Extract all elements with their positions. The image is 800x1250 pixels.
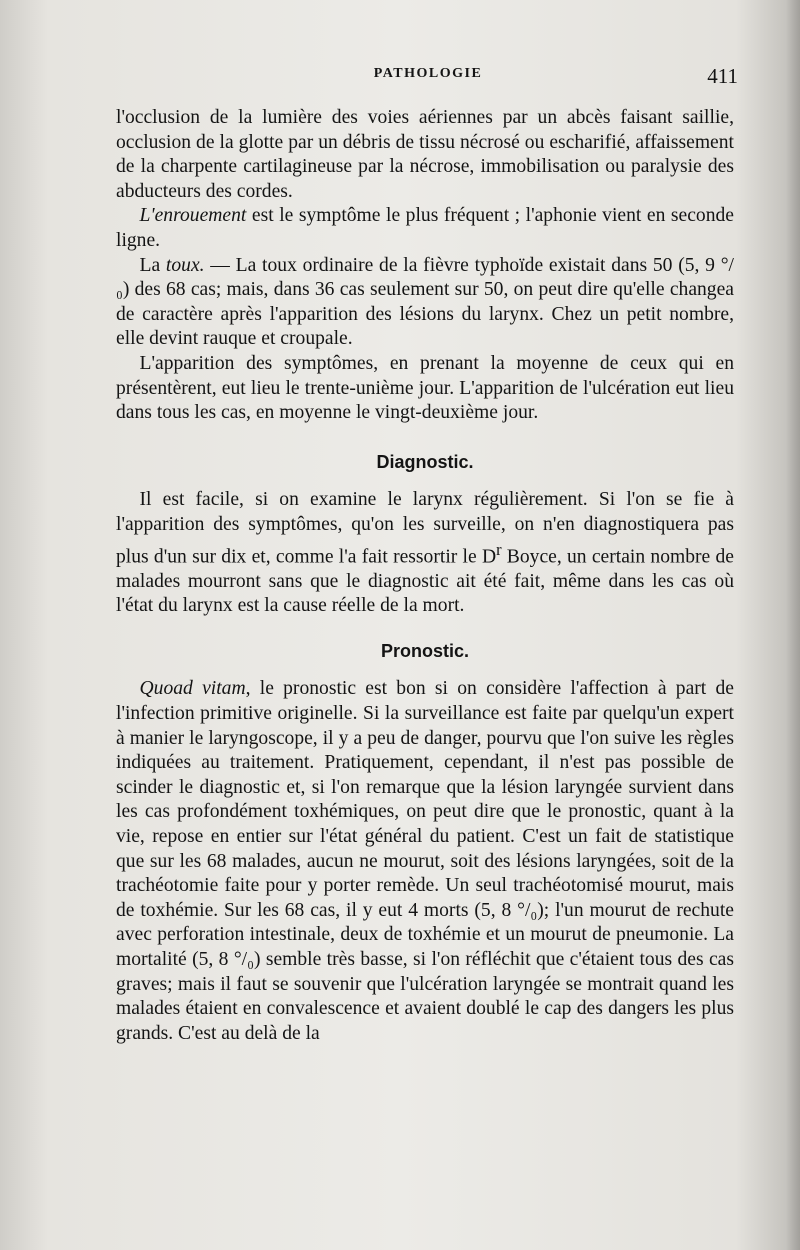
paragraph-toux	[116, 254, 734, 352]
scan-edge-shadow	[786, 0, 800, 1250]
term-toux: toux.	[165, 254, 205, 276]
paragraph-occlusion: l'occlusion de la lumière des voies aériennes par un abcès faisant saillie, occlusion de la glotte par un débris de tissu nécrosé ou escharifié, affaissement de la charpente cartilagineuse par la nécrose, immobilisation ou paralysie des abducteurs des cordes.	[116, 107, 734, 202]
superscript-r: r	[496, 539, 502, 559]
page-header	[118, 64, 738, 94]
paragraph-toux-lead: La	[139, 254, 166, 276]
paragraph-enrouement-text: est le symptôme le plus fréquent ; l'aphonie vient en seconde ligne.	[116, 205, 734, 251]
paragraph-pronostic-text: , le pronostic est bon si on considère l'affection à part de l'infection primitive originelle. Si la surveillance est faite par quelqu'un expert à manier le laryngoscope, il y a peu de danger, pourvu que l'on suive les règles indiquées au traitement. Pratiquement, cependant, il n'est pas possible de scinder le diagnostic et, si l'on remarque que la lésion laryngée survient dans les cas profondément toxhémiques, on peut dire que le pronostic, quant à la vie, repose en entier sur l'état général du patient. C'est un fait de statistique que sur les 68 malades, aucun ne mourut, soit des lésions laryngées, soit de la trachéotomie faite pour y porter remède. Un seul trachéotomisé mourut, mais de toxhémie. Sur les 68 cas, il y eut 4 morts (5, 8 °/₀); l'un mourut de rechute avec perforation intestinale, deux de toxhémie et un mourut de pneumonie. La mortalité (5, 8 °/₀) semble très basse, si l'on réfléchit que c'étaient tous des cas graves; mais il faut se souvenir que l'ulcération laryngée se montrait quand les malades étaient en convalescence et avaient doublé le cap des dangers les plus grands. C'est au delà de la	[116, 678, 734, 1044]
term-enrouement: L'enrouement	[139, 205, 247, 227]
heading-pronostic: Pronostic.	[380, 640, 469, 661]
paragraph-pronostic	[116, 677, 734, 1046]
paragraph-toux-text: — La toux ordinaire de la fièvre typhoïde existait dans 50 (5, 9 °/₀) des 68 cas; mais, dans 36 cas seulement sur 50, on peut dire qu'elle changea de caractère après l'apparition des lésions du larynx. Chez un petit nombre, elle devint rauque et croupale.	[116, 254, 734, 350]
paragraph-diagnostic	[116, 488, 734, 619]
body-text	[116, 106, 734, 1046]
paragraph-diagnostic-text-b: Boyce, un certain nombre de malades mourront sans que le diagnostic ait été fait, même dans les cas où l'état du larynx est la cause réelle de la mort.	[116, 546, 734, 617]
paragraph-apparition: L'apparition des symptômes, en prenant la moyenne de ceux qui en présentèrent, eut lieu le trente-unième jour. L'apparition de l'ulcération eut lieu dans tous les cas, en moyenne le vingt-deuxième jour.	[116, 352, 734, 424]
page-number: 411	[707, 64, 738, 88]
heading-diagnostic: Diagnostic.	[376, 451, 474, 472]
paragraph-enrouement	[116, 204, 734, 253]
paragraph-diagnostic-text-a: Il est facile, si on examine le larynx régulièrement. Si l'on se fie à l'apparition des symptômes, qu'on les surveille, on n'en diagnostiquera pas plus d'un sur dix et, comme l'a fait ressortir le D	[116, 489, 734, 568]
running-title: PATHOLOGIE	[373, 66, 483, 81]
term-quoad-vitam: Quoad vitam	[139, 678, 246, 700]
